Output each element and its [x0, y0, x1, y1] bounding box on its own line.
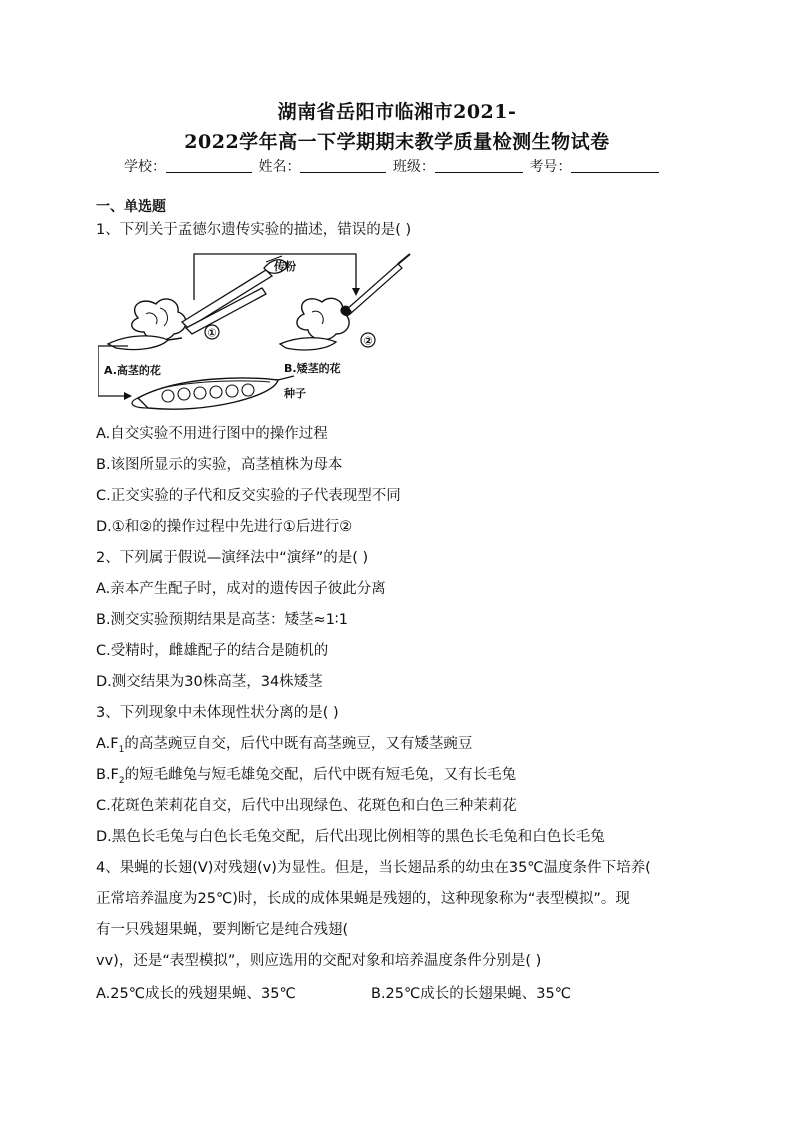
student-info-row [124, 156, 684, 176]
q3-option-b[interactable]: $B.F_2$的短毛雌兔与短毛雄兔交配，后代中既有短毛兔，又有长毛兔 [96, 767, 517, 786]
exam-number-blank[interactable] [571, 158, 659, 173]
question-4-stem-line1: 4、果蝇的长翅(V)对残翅(v)为显性。但是，当长翅品系的幼虫在35℃温度条件下培养( [96, 860, 651, 876]
mendel-pea-pollination-figure [98, 248, 418, 416]
section-title: 一、单选题 [96, 199, 166, 215]
q1-option-b[interactable]: B.该图所显示的实验，高茎植株为母本 [96, 457, 343, 473]
class-blank[interactable] [435, 158, 523, 173]
q1-option-a[interactable]: A.自交实验不用进行图中的操作过程 [96, 426, 328, 442]
school-blank[interactable] [166, 158, 252, 173]
short-flower-drawing [280, 298, 349, 350]
question-3-stem: 3、下列现象中未体现性状分离的是( ) [96, 705, 339, 721]
exam-title-line2: 2022学年高一下学期期末教学质量检测生物试卷 [184, 131, 610, 153]
mark-2: ② [363, 334, 373, 348]
q2-option-d[interactable]: D.测交结果为30株高茎，34株矮茎 [96, 674, 323, 690]
label-pollination: 传粉 [274, 260, 296, 273]
brush-drawing [340, 254, 410, 316]
label-short-flower: B.矮茎的花 [284, 362, 341, 375]
mark-1: ① [207, 326, 217, 340]
tall-flower-drawing [108, 299, 186, 350]
label-seed: 种子 [284, 387, 306, 400]
q3-option-d[interactable]: D.黑色长毛兔与白色长毛兔交配，后代出现比例相等的黑色长毛兔和白色长毛兔 [96, 829, 605, 845]
q2-option-b[interactable]: B.测交实验预期结果是高茎：矮茎≈1∶1 [96, 612, 348, 628]
exam-title-line1: 湖南省岳阳市临湘市2021- [277, 101, 517, 123]
q4-option-a[interactable]: A.25℃成长的残翅果蝇、35℃ [96, 986, 296, 1002]
question-4-stem-line4: vv)，还是“表型模拟”，则应选用的交配对象和培养温度条件分别是( ) [96, 953, 542, 969]
question-1-stem: 1、下列关于孟德尔遗传实验的描述，错误的是( ) [96, 222, 412, 238]
class-label: 班级： [392, 159, 435, 175]
q1-option-d[interactable]: D.①和②的操作过程中先进行①后进行② [96, 519, 353, 535]
q4-option-b[interactable]: B.25℃成长的长翅果蝇、35℃ [371, 986, 572, 1002]
q1-option-c[interactable]: C.正交实验的子代和反交实验的子代表现型不同 [96, 488, 401, 504]
name-label: 姓名： [258, 159, 301, 175]
exam-number-label: 考号： [529, 159, 572, 175]
name-blank[interactable] [300, 158, 386, 173]
pea-pod-drawing [132, 376, 294, 409]
q3-option-a[interactable]: $A.F_1$的高茎豌豆自交，后代中既有高茎豌豆，又有矮茎豌豆 [96, 736, 473, 755]
q3-option-c[interactable]: C.花斑色茉莉花自交，后代中出现绿色、花斑色和白色三种茉莉花 [96, 798, 517, 814]
tweezers-drawing [182, 256, 286, 334]
q2-option-c[interactable]: C.受精时，雌雄配子的结合是随机的 [96, 643, 329, 659]
question-2-stem: 2、下列属于假说—演绎法中“演绎”的是( ) [96, 550, 369, 566]
question-4-stem-line2: 正常培养温度为25℃)时，长成的成体果蝇是残翅的，这种现象称为“表型模拟”。现 [96, 891, 630, 907]
label-tall-flower: A.高茎的花 [104, 364, 161, 377]
q2-option-a[interactable]: A.亲本产生配子时，成对的遗传因子彼此分离 [96, 581, 386, 597]
school-label: 学校： [124, 159, 166, 175]
question-4-stem-line3: 有一只残翅果蝇，要判断它是纯合残翅( [96, 922, 349, 938]
